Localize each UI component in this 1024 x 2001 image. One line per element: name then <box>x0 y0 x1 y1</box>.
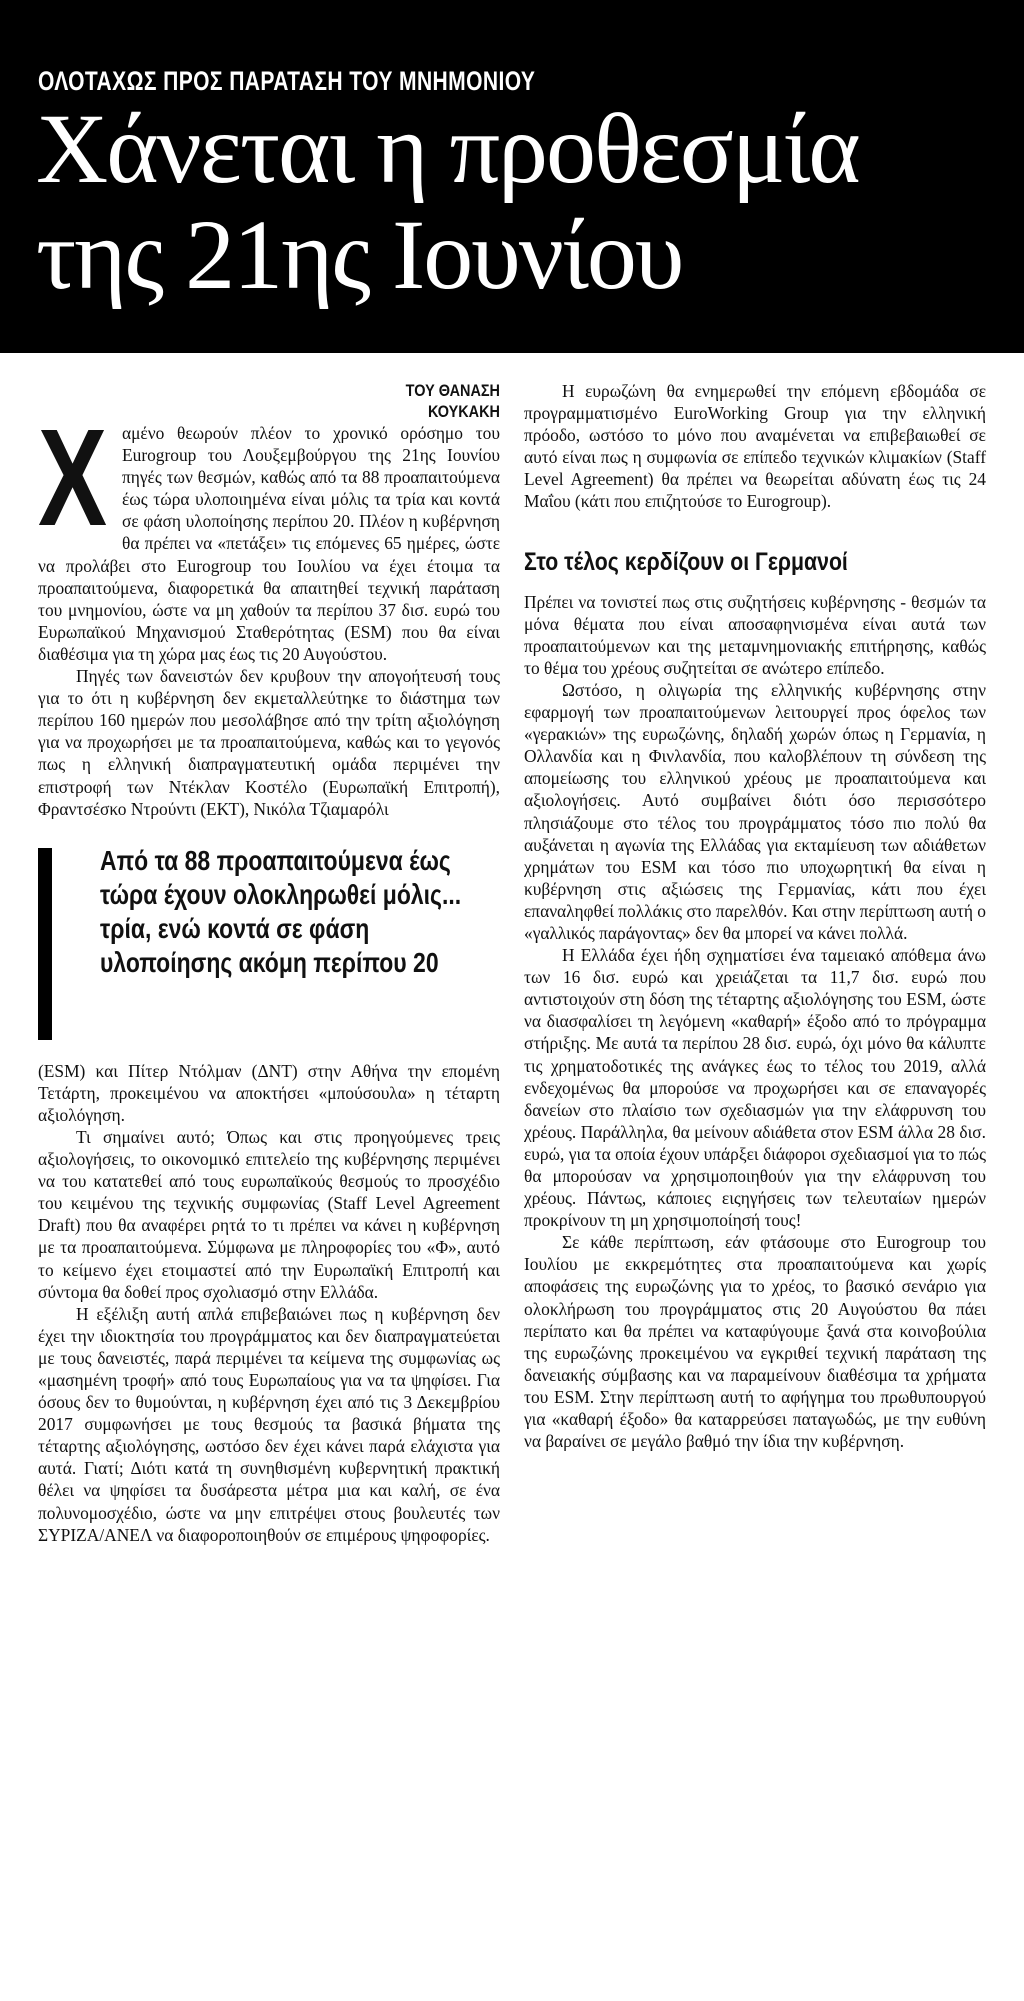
article-column-left <box>38 380 500 1546</box>
paragraph-2: Πηγές των δανειστών δεν κρυβουν την απογοήτευσή τους για το ότι η κυβέρνηση δεν εκμεταλλεύτηκε το διάστημα των περίπου 160 ημερών που μεσολάβησε από την τρίτη αξιολόγηση για να προχωρήσει με τα προαπαιτούμενα, καθώς και το γεγονός πως η ελληνική διαπραγματευτική ομάδα περιμένει την επιστροφή των Ντέκλαν Κοστέλο (Ευρωπαϊκή Επιτροπή), Φραντσέσκο Ντρούντι (ΕΚΤ), Νικόλα Τζιαμαρόλι <box>38 666 500 819</box>
headline-banner <box>0 0 1024 353</box>
paragraph-9: Η Ελλάδα έχει ήδη σχηματίσει ένα ταμειακό απόθεμα άνω των 16 δισ. ευρώ και χρειάζεται τα 11,7 δισ. ευρώ που αντιστοιχούν στη δόση της τέταρτης αξιολόγησης του ESM, ώστε να διασφαλίσει τη λεγόμενη «καθαρή» έξοδο από το πρόγραμμα στήριξης. Με αυτά τα περίπου 28 δισ. ευρώ, όχι μόνο θα κάλυπτε τις χρηματοδοτικές της ανάγκες έως το τέλος του 2019, αλλά ενδεχομένως θα μπορούσε να προχωρήσει και σε επαναγορές δανείων στο πλαίσιο των σχεδιασμών για την ελάφρυνση του χρέους. Παράλληλα, θα μείνουν αδιάθετα στον ESM άλλα 28 δισ. ευρώ, για τα οποία έχουν υπάρξει διάφοροι σχεδιασμοί για το πώς θα μπορούσαν να χρησιμοποιηθούν για την ελάφρυνση του χρέους. Πάντως, κάποιες ειςηγήσεις των τελευταίων ημερών προκρίνουν τη μη χρησιμοποίησή τους! <box>524 945 986 1231</box>
byline-line-2: ΚΟΥΚΑΚΗ <box>428 402 500 421</box>
paragraph-6: Η ευρωζώνη θα ενημερωθεί την επόμενη εβδομάδα σε προγραμματισμένο EuroWorking Group για την ελληνική πρόοδο, ωστόσο το μόνο που αναμένεται να επιβεβαιωθεί σε αυτό είναι πως η συμφωνία σε επίπεδο τεχνικών κλιμακίων (Staff Level Agreement) θα πρέπει να θεωρείται αδύνατη έως τις 24 Μαΐου (κάτι που επιζητούσε το Eurogroup). <box>524 381 986 512</box>
paragraph-3: (ESM) και Πίτερ Ντόλμαν (ΔΝΤ) στην Αθήνα την επομένη Τετάρτη, προκειμένου να αποκτήσει «μπούσουλα» η τέταρτη αξιολόγηση. <box>38 1060 500 1125</box>
headline-line-1: Χάνεται η προθεσμία <box>36 93 859 204</box>
paragraph-4: Τι σημαίνει αυτό; Όπως και στις προηγούμενες τρεις αξιολογήσεις, το οικονομικό επιτελείο της κυβέρνησης περιμένει να του κατατεθεί από τους ευρωπαϊκούς θεσμούς το προσχέδιο του κειμένου της τεχνικής συμφωνίας (Staff Level Agreement Draft) που θα αναφέρει ρητά το τι πρέπει να κάνει η κυβέρνηση με τα προαπαιτούμενα. Σύμφωνα με πληροφορίες του «Φ», αυτό το κείμενο έχει ετοιμαστεί από την Ευρωπαϊκή Επιτροπή και σύντομα θα δοθεί προς σχολιασμό στην Ελλάδα. <box>38 1126 500 1302</box>
kicker: ΟΛΟΤΑΧΩΣ ΠΡΟΣ ΠΑΡΑΤΑΣΗ ΤΟΥ ΜΝΗΜΟΝΙΟΥ <box>38 66 536 96</box>
subheading: Στο τέλος κερδίζουν οι Γερμανοί <box>524 547 848 576</box>
pull-quote <box>38 844 500 1034</box>
byline-line-1: ΤΟΥ ΘΑΝΑΣΗ <box>405 381 500 400</box>
byline <box>107 380 500 422</box>
paragraph-8: Ωστόσο, η ολιγωρία της ελληνικής κυβέρνησης στην εφαρμογή των προαπαιτούμενων λειτουργεί προς όφελος των «γερακιών» της ευρωζώνης, δηλαδή χωρών όπως η Γερμανία, η Ολλανδία και η Φινλανδία, που καλοβλέπουν τη σύνδεση της απομείωσης του ελληνικού χρέους με προαπαιτούμενα και αξιολογήσεις. Αυτό συμβαίνει διότι όσο περισσότερο πλησιάζουμε στο τέλος του προγράμματος τόσο πιο πολύ θα αυξάνεται η αγωνία της Ελλάδας για εκταμίευση των αδιάθετων χρημάτων του ESM και τόσο πιο υποχωρητική θα είναι η κυβέρνηση στις αξιώσεις της Γερμανίας, κάτι που έχει επαναληφθεί πολλάκις στο παρελθόν. Και στην περίπτωση αυτή ο «γαλλικός παράγοντας» δεν θα μπορεί να κάνει πολλά. <box>524 679 986 943</box>
headline-line-2: της 21ης Ιουνίου <box>36 199 683 310</box>
article-column-right <box>524 380 986 1452</box>
pull-quote-bar <box>38 848 52 1040</box>
pull-quote-text: Από τα 88 προαπαιτούμενα έως τώρα έχουν ολοκληρωθεί μόλις... τρία, ενώ κοντά σε φάση υλοποίησης ακόμη περίπου 20 <box>100 844 462 978</box>
paragraph-5: Η εξέλιξη αυτή απλά επιβεβαιώνει πως η κυβέρνηση δεν έχει την ιδιοκτησία του προγράμματος και δεν διαπραγματεύεται με τους δανειστές, παρά περιμένει τα κείμενα της συμφωνίας ως «μασημένη τροφή» από τους Ευρωπαίους για να τα ψηφίσει. Για όσους δεν το θυμούνται, η κυβέρνηση έχει από τις 3 Δεκεμβρίου 2017 συμφωνήσει με τους θεσμούς τα βασικά βήματα της τέταρτης αξιολόγησης, ωστόσο δεν έχει κάνει παρά ελάχιστα για αυτά. Γιατί; Διότι κατά τη συνηθισμένη κυβερνητική πρακτική θέλει να ψηφίσει τα δυσάρεστα μέτρα μια και καλή, σε ένα πολυνομοσχέδιο, ώστε να μην επιτρέψει στους βουλευτές των ΣΥΡΙΖΑ/ΑΝΕΛ να διαφοροποιηθούν σε επιμέρους ψηφοφορίες. <box>38 1303 500 1545</box>
headline <box>36 93 996 310</box>
paragraph-7: Πρέπει να τονιστεί πως στις συζητήσεις κυβέρνησης - θεσμών τα μόνα θέματα που είναι αποσαφηνισμένα είναι αυτά των προαπαιτούμενων και της μεταμνημονιακής επιτήρησης, καθώς το θέμα του χρέους συζητείται σε ανώτερο επίπεδο. <box>524 591 986 678</box>
drop-cap: Χ <box>38 401 108 555</box>
paragraph-10: Σε κάθε περίπτωση, εάν φτάσουμε στο Eurogroup του Ιουλίου με εκκρεμότητες στα προαπαιτούμενα και χωρίς αποφάσεις της ευρωζώνης για το χρέος, το βασικό σενάριο για ολοκλήρωση του προγράμματος στις 20 Αυγούστου θα πάει περίπατο και θα πρέπει να καταφύγουμε ξανά στα κοινοβούλια της ευρωζώνης προκειμένου να εγκριθεί τεχνική παράταση της δανειακής σύμβασης και να παραμείνουν διαθέσιμα τα χρήματα του ESM. Στην περίπτωση αυτή το αφήγημα του πρωθυπουργού για «καθαρή έξοδο» θα καταρρεύσει παταγωδώς, με την ευθύνη να βαραίνει σε μεγάλο βαθμό την ίδια την κυβέρνηση. <box>524 1232 986 1452</box>
paragraph-1: αμένο θεωρούν πλέον το χρονικό ορόσημο του Eurogroup του Λουξεμβούργου της 21ης Ιουνίου πηγές των θεσμών, καθώς από τα 88 προαπαιτούμενα έως τώρα υλοποιημένα είναι μόλις τα τρία και κοντά σε φάση υλοποίησης περίπου 20. Πλέον η κυβέρνηση θα πρέπει να «πετάξει» τις επόμενες 65 ημέρες, ώστε να προλάβει στο Eurogroup του Ιουλίου να έχει έτοιμα τα προαπαιτούμενα, διαφορετικά θα απαιτηθεί τεχνική παράταση του μνημονίου, ώστε να μη χαθούν τα περίπου 37 δισ. ευρώ του Ευρωπαϊκού Μηχανισμού Σταθερότητας (ESM) που θα είναι διαθέσιμα για τη χώρα μας έως τις 20 Αυγούστου. <box>38 423 500 664</box>
